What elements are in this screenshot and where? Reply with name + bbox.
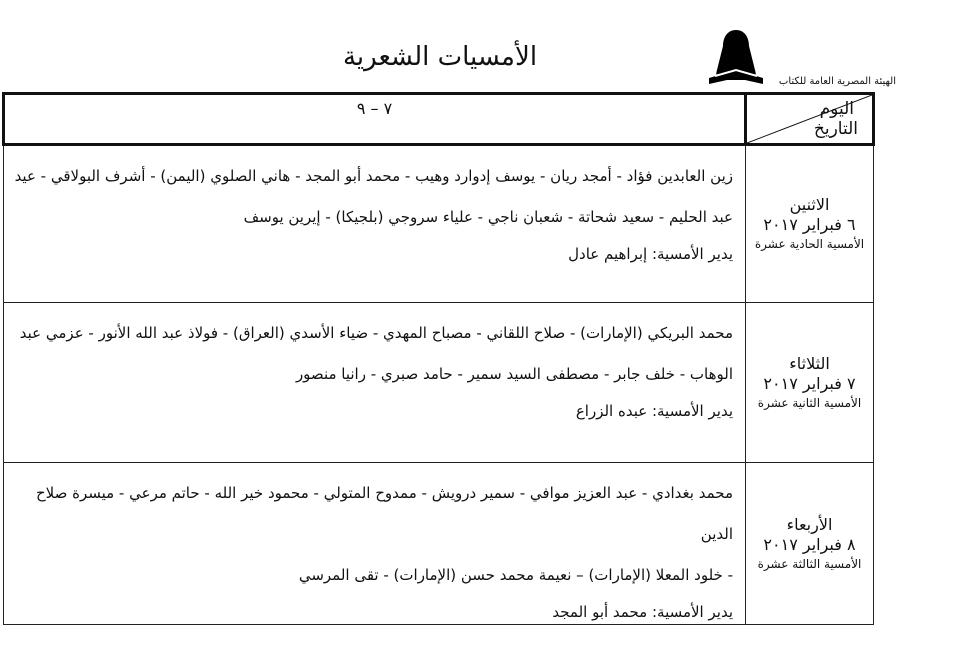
day-date: ٨ فبراير ٢٠١٧ — [763, 534, 856, 554]
table-row — [4, 303, 874, 463]
poets-cell — [4, 145, 746, 303]
host-text: يدير الأمسية: محمد أبو المجد — [552, 603, 733, 621]
day-name: الاثنين — [789, 195, 830, 214]
day-cell — [746, 303, 874, 463]
day-date: ٧ فبراير ٢٠١٧ — [763, 373, 856, 393]
poets-line: زين العابدين فؤاد - أمجد ريان - يوسف إدوارد وهيب - محمد أبو المجد - هاني الصلوي (اليمن) - أشرف البولاقي - عيد — [14, 167, 733, 185]
poets-cell — [4, 463, 746, 625]
date-range: ٧ – ٩ — [356, 99, 393, 118]
evening-ordinal: الأمسية الثانية عشرة — [757, 395, 862, 410]
table-row — [4, 145, 874, 303]
table-row — [4, 463, 874, 625]
poets-line: محمد بغدادي - عبد العزيز موافي - سمير درويش - ممدوح المتولي - محمود خير الله - حاتم مرعي - ميسرة صلاح الدين — [35, 484, 733, 543]
corner-date-label: التاريخ — [813, 119, 858, 139]
evening-ordinal: الأمسية الثالثة عشرة — [757, 556, 862, 571]
poets-line: الوهاب - خلف جابر - مصطفى السيد سمير - حامد صبري - رانيا منصور — [295, 365, 733, 383]
poets-cell — [4, 303, 746, 463]
page-title: الأمسيات الشعرية — [342, 42, 538, 72]
date-range-cell — [4, 94, 746, 145]
host-text: يدير الأمسية: إبراهيم عادل — [568, 245, 733, 263]
poets-line: - خلود المعلا (الإمارات) – نعيمة محمد حسن (الإمارات) - تقى المرسي — [298, 566, 733, 584]
day-cell — [746, 463, 874, 625]
day-date: ٦ فبراير ٢٠١٧ — [763, 215, 856, 234]
day-name: الثلاثاء — [789, 353, 830, 373]
day-cell — [746, 145, 874, 303]
evening-ordinal: الأمسية الحادية عشرة — [754, 237, 865, 251]
host-text: يدير الأمسية: عبده الزراع — [575, 402, 733, 420]
corner-cell — [746, 94, 874, 145]
corner-day-label: اليوم — [819, 99, 854, 119]
schedule-table — [2, 92, 875, 625]
organization-name: الهيئة المصرية العامة للكتاب — [778, 76, 896, 87]
poets-line: عبد الحليم - سعيد شحاتة - شعبان ناجي - علياء سروجي (بلجيكا) - إيرين يوسف — [243, 208, 733, 226]
header-row — [4, 94, 874, 145]
day-name: الأربعاء — [786, 514, 833, 534]
poets-line: محمد البريكي (الإمارات) - صلاح اللقاني - مصباح المهدي - ضياء الأسدي (العراق) - فولاذ عبد الله الأنور - عزمي عبد — [19, 324, 733, 342]
